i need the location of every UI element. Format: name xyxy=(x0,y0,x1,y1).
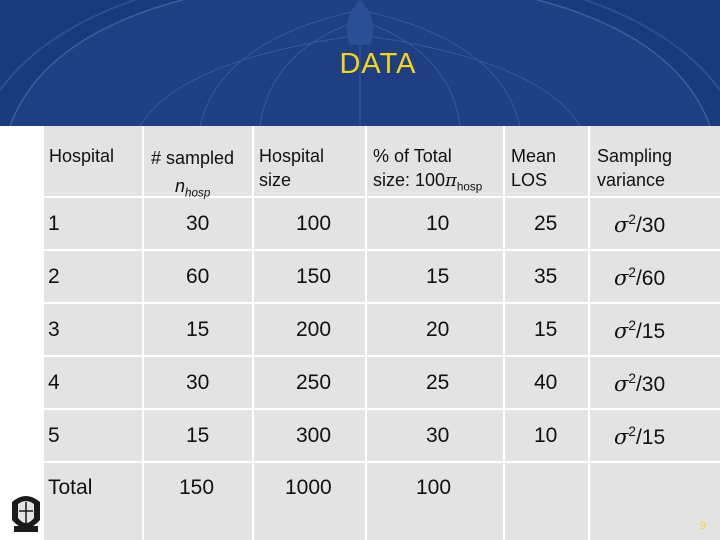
col-divider xyxy=(365,126,367,540)
cell-hospital-size: 250 xyxy=(296,371,332,394)
col-divider xyxy=(588,126,590,540)
header-percent-total: % of Total size: $100\pi_{hosp}$ xyxy=(373,146,483,194)
row-divider xyxy=(44,249,720,251)
cell-sampled: 30 xyxy=(186,212,210,235)
cell-percent-total: 15 xyxy=(426,265,450,288)
cell-sampled: 15 xyxy=(186,424,210,447)
cell-mean-los: 40 xyxy=(534,371,558,394)
cell-sampling-variance: $\sigma^2/60$ xyxy=(614,265,666,290)
row-divider xyxy=(44,461,720,463)
cell-mean-los: 35 xyxy=(534,265,558,288)
header-sampling-variance: Sampling variance xyxy=(597,146,673,190)
cell-sampling-variance: $\sigma^2/15$ xyxy=(614,318,666,343)
cell-sampling-variance: $\sigma^2/15$ xyxy=(614,424,666,449)
header-hospital-size: Hospital size xyxy=(259,146,325,190)
cell-hospital: 3 xyxy=(48,318,60,341)
row-divider xyxy=(44,408,720,410)
cell-hospital: 1 xyxy=(48,212,60,235)
cell-hospital-size: 200 xyxy=(296,318,332,341)
col-divider xyxy=(252,126,254,540)
cell-total-size: 1000 xyxy=(285,476,332,499)
header-hospital: Hospital xyxy=(49,146,115,166)
header-mean-los: Mean LOS xyxy=(511,146,557,190)
col-divider xyxy=(142,126,144,540)
cell-percent-total: 20 xyxy=(426,318,450,341)
row-divider xyxy=(44,302,720,304)
cell-hospital-size: 100 xyxy=(296,212,332,235)
cell-sampled: 15 xyxy=(186,318,210,341)
cell-sampling-variance: $\sigma^2/30$ xyxy=(614,212,666,237)
header-sampled xyxy=(151,146,234,206)
cell-percent-total: 25 xyxy=(426,371,450,394)
cell-hospital-size: 150 xyxy=(296,265,332,288)
header-sampled-var: $n_{hosp}$ xyxy=(175,176,211,200)
cell-hospital: 4 xyxy=(48,371,60,394)
cell-percent-total: 10 xyxy=(426,212,450,235)
page-number: 9 xyxy=(700,520,707,532)
cell-mean-los: 15 xyxy=(534,318,558,341)
cell-percent-total: 30 xyxy=(426,424,450,447)
cell-mean-los: 25 xyxy=(534,212,558,235)
slide-title: DATA xyxy=(339,48,417,80)
cell-total-label: Total xyxy=(48,476,93,499)
header-sampled-label: # sampled xyxy=(151,148,235,168)
cell-hospital: 5 xyxy=(48,424,60,447)
cell-sampling-variance: $\sigma^2/30$ xyxy=(614,371,666,396)
col-divider xyxy=(503,126,505,540)
cell-total-percent: 100 xyxy=(416,476,452,499)
row-divider xyxy=(44,355,720,357)
cell-total-sampled: 150 xyxy=(179,476,215,499)
cell-mean-los: 10 xyxy=(534,424,558,447)
cell-sampled: 30 xyxy=(186,371,210,394)
cell-hospital: 2 xyxy=(48,265,60,288)
cell-sampled: 60 xyxy=(186,265,210,288)
university-seal-icon xyxy=(8,492,44,536)
cell-hospital-size: 300 xyxy=(296,424,332,447)
